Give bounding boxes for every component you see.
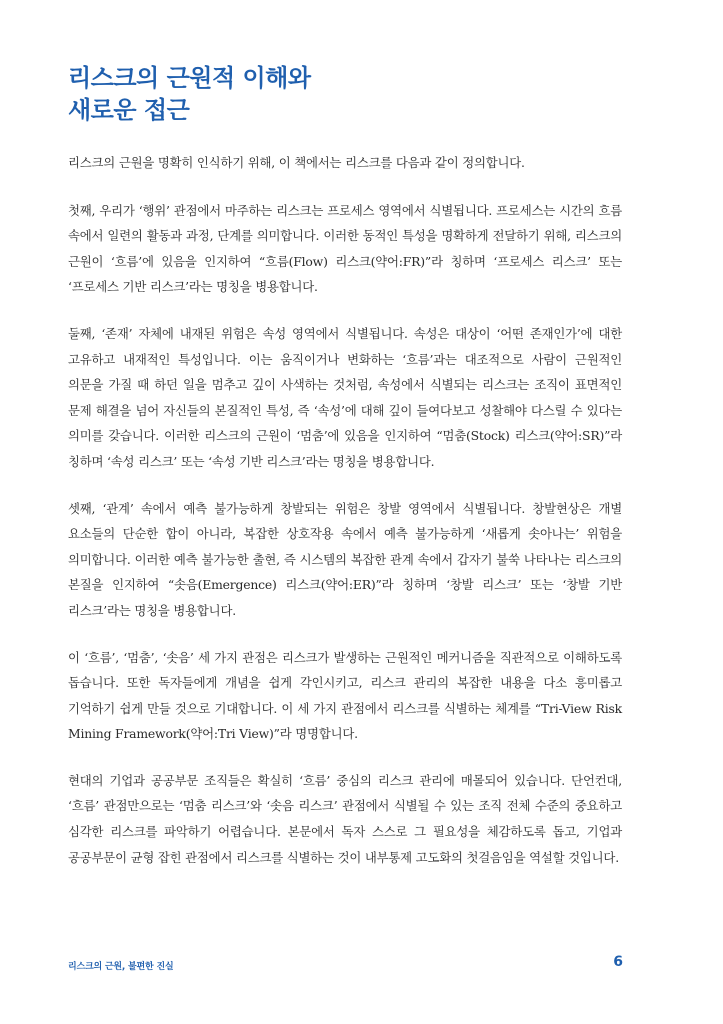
paragraph-second-stock-risk: 둘째, ‘존재’ 자체에 내재된 위험은 속성 영역에서 식별됩니다. 속성은 대상이 ‘어떤 존재인가’에 대한 고유하고 내재적인 특성입니다. 이는 움직이거나 변화하는 ‘흐름’과는 대조적으로 사람이 근원적인 의문을 가질 때 하던 일을 멈추고 깊이 사색하는 것처럼, 속성에서 식별되는 리스크는 조직이 표면적인 문제 해결을 넘어 자신들의 본질적인 특성, 즉 ‘속성’에 대해 깊이 들여다보고 성찰해야 다스릴 수 있다는 의미를 갖습니다. 이러한 리스크의 근원이 ‘멈춤’에 있음을 인지하여 “멈춤(Stock) 리스크(약어:SR)”라 칭하며 ‘속성 리스크’ 또는 ‘속성 기반 리스크’라는 명칭을 병용합니다.	[68, 325, 622, 469]
title-line-2: 새로운 접근	[68, 96, 190, 124]
paragraph-conclusion: 현대의 기업과 공공부문 조직들은 확실히 ‘흐름’ 중심의 리스크 관리에 매몰되어 있습니다. 단언컨대, ‘흐름’ 관점만으로는 ‘멈춤 리스크’와 ‘솟음 리스크’ 관점에서 식별될 수 있는 조직 전체 수준의 중요하고 심각한 리스크를 파악하기 어렵습니다. 본문에서 독자 스스로 그 필요성을 체감하도록 돕고, 기업과 공공부문이 균형 잡힌 관점에서 리스크를 식별하는 것이 내부통제 고도화의 첫걸음임을 역설할 것입니다.	[68, 772, 622, 865]
page-title	[68, 62, 311, 126]
body-text	[68, 150, 622, 891]
running-footer-title: 리스크의 근원, 불편한 진실	[68, 962, 174, 972]
paragraph-intro: 리스크의 근원을 명확히 인식하기 위해, 이 책에서는 리스크를 다음과 같이 정의합니다.	[68, 155, 525, 170]
page-number: 6	[613, 954, 623, 970]
paragraph-first-flow-risk: 첫째, 우리가 ‘행위’ 관점에서 마주하는 리스크는 프로세스 영역에서 식별됩니다. 프로세스는 시간의 흐름 속에서 일련의 활동과 과정, 단계를 의미합니다. 이러한 동적인 특성을 명확하게 전달하기 위해, 리스크의 근원이 ‘흐름’에 있음을 인지하여 “흐름(Flow) 리스크(약어:FR)”라 칭하며 ‘프로세스 리스크’ 또는 ‘프로세스 기반 리스크’라는 명칭을 병용합니다.	[68, 202, 622, 295]
title-line-1: 리스크의 근원적 이해와	[68, 64, 311, 92]
paragraph-tri-view: 이 ‘흐름’, ‘멈춤’, ‘솟음’ 세 가지 관점은 리스크가 발생하는 근원적인 메커니즘을 직관적으로 이해하도록 돕습니다. 또한 독자들에게 개념을 쉽게 각인시키고, 리스크 관리의 복잡한 내용을 다소 흥미롭고 기억하기 쉽게 만들 것으로 기대합니다. 이 세 가지 관점에서 리스크를 식별하는 체계를 “Tri-View Risk Mining Framework(약어:Tri View)”라 명명합니다.	[68, 649, 622, 742]
paragraph-third-emergence-risk: 셋째, ‘관계’ 속에서 예측 불가능하게 창발되는 위험은 창발 영역에서 식별됩니다. 창발현상은 개별 요소들의 단순한 합이 아니라, 복잡한 상호작용 속에서 예측 불가능하게 ‘새롭게 솟아나는’ 위험을 의미합니다. 이러한 예측 불가능한 출현, 즉 시스템의 복잡한 관계 속에서 갑자기 불쑥 나타나는 리스크의 본질을 인지하여 “솟음(Emergence) 리스크(약어:ER)”라 칭하며 ‘창발 리스크’ 또는 ‘창발 기반 리스크’라는 명칭을 병용합니다.	[68, 500, 622, 618]
